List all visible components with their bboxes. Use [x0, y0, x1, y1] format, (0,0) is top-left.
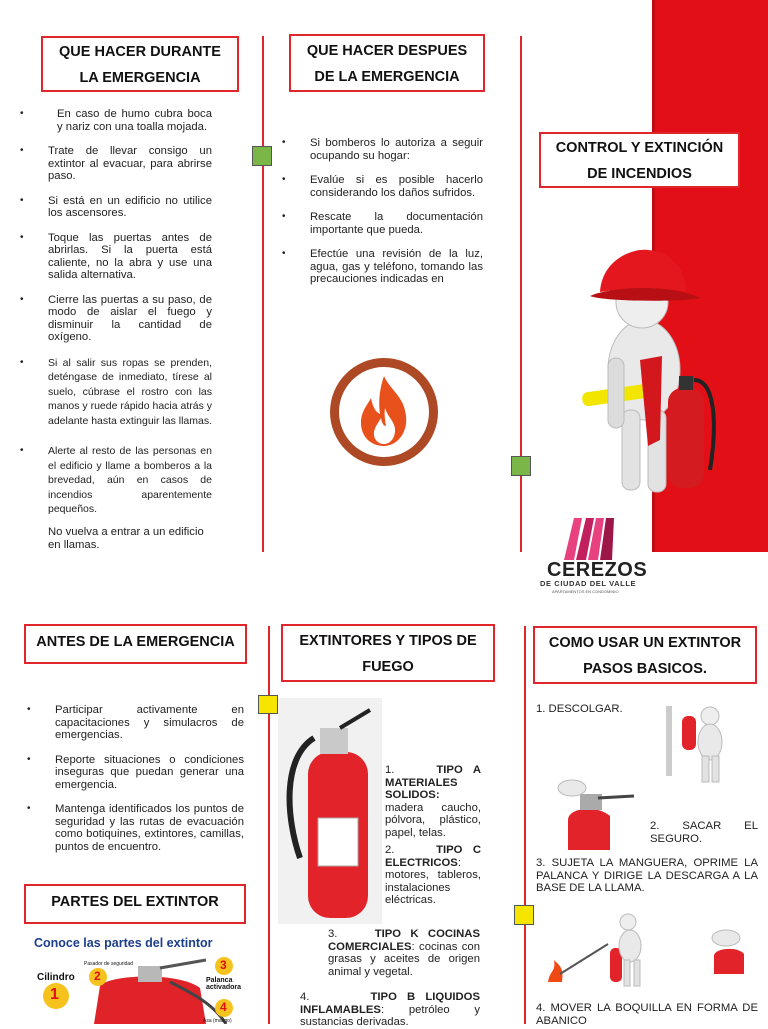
como-usar-title: COMO USAR UN EXTINTOR PASOS BASICOS. — [533, 626, 757, 684]
logo-subtitle: DE CIUDAD DEL VALLE — [540, 579, 637, 588]
green-square — [252, 146, 272, 166]
part-number-1: 1 — [50, 986, 59, 1003]
last-note: No vuelva a entrar a un edificio en llamas. — [48, 526, 204, 551]
logo-tagline: APARTAMENTOS EN CONDOMINIO — [552, 589, 619, 594]
before-emergency-title: ANTES DE LA EMERGENCIA — [24, 624, 247, 664]
yellow-square — [514, 905, 534, 925]
during-emergency-list — [48, 108, 212, 517]
extinguisher-photo-icon — [278, 698, 382, 924]
logo-name: CEREZOS — [547, 559, 648, 581]
during-emergency-title: QUE HACER DURANTE LA EMERGENCIA — [41, 36, 239, 92]
label-asa: Asa (mango) — [203, 1018, 232, 1024]
divider — [262, 36, 264, 552]
list-item: • Efectúe una revisión de la luz, agua, gas y teléfono, tomando las precauciones indicadas en — [310, 248, 483, 286]
after-emergency-list — [310, 137, 483, 298]
list-item: • Toque las puertas antes de abrirlas. Si la puerta está caliente, no la abra y use una salida alternativa. — [48, 232, 212, 282]
fire-type-4: 4. TIPO B LIQUIDOS INFLAMABLES: petróleo y sustancias derivadas. — [300, 991, 480, 1028]
list-item: • Mantenga identificados los puntos de seguridad y las rutas de evacuación como botiquines, extintores, camillas, puntos de encuentro. — [55, 803, 244, 853]
control-extincion-title: CONTROL Y EXTINCIÓN DE INCENDIOS — [539, 132, 740, 188]
step3-hand-icon — [704, 918, 760, 976]
label-palanca: Palanca activadora — [206, 977, 242, 991]
step-1: 1. DESCOLGAR. — [536, 703, 623, 715]
cerezos-logo-icon — [560, 514, 620, 562]
list-item: • Cierre las puertas a su paso, de modo de aislar el fuego y disminuir la cantidad de oxígeno. — [48, 294, 212, 344]
fire-icon — [328, 356, 440, 468]
list-item: • Reporte situaciones o condiciones inseguras que puedan generar una emergencia. — [55, 754, 244, 792]
list-item: • Evalúe si es posible hacerlo considerando los daños sufridos. — [310, 174, 483, 199]
before-emergency-list — [55, 704, 244, 865]
fire-type-2: 2. TIPO C ELECTRICOS: motores, tableros, instalaciones eléctricas. — [385, 844, 481, 906]
label-cilindro: Cilindro — [37, 972, 75, 983]
step-4: 4. MOVER LA BOQUILLA EN FORMA DE ABANICO — [536, 1002, 758, 1027]
list-item: • Rescate la documentación importante que pueda. — [310, 211, 483, 236]
list-item: • Participar activamente en capacitaciones y simulacros de emergencias. — [55, 704, 244, 742]
part-number-3: 3 — [220, 958, 227, 972]
list-item: • Si está en un edificio no utilice los ascensores. — [48, 195, 212, 220]
firefighter-figure-icon — [582, 240, 722, 510]
parts-title: PARTES DEL EXTINTOR — [24, 884, 246, 924]
step2-pin-icon — [548, 768, 644, 850]
part-number-4: 4 — [220, 1000, 227, 1014]
after-emergency-title: QUE HACER DESPUES DE LA EMERGENCIA — [289, 34, 485, 92]
step-2: 2. SACAR EL SEGURO. — [650, 820, 758, 845]
green-square — [511, 456, 531, 476]
parts-image-title: Conoce las partes del extintor — [34, 936, 213, 950]
list-item: • Alerte al resto de las personas en el edificio y llame a bomberos a la brevedad, aún en casos de incendios aparentemente pequeños. — [48, 444, 212, 517]
divider — [524, 626, 526, 1024]
list-item: • Si al salir sus ropas se prenden, deténgase de inmediato, tírese al suelo, cúbrase el rostro con las manos y ruede rápido hacia atrás y adelante hasta extinguir las llamas. — [48, 356, 212, 429]
step3-discharge-icon — [540, 910, 664, 990]
list-item: • Trate de llevar consigo un extintor al evacuar, para abrirse paso. — [48, 145, 212, 183]
list-item: • Si bomberos lo autoriza a seguir ocupando su hogar: — [310, 137, 483, 162]
fire-type-3: 3. TIPO K COCINAS COMERCIALES: cocinas con grasas y aceites de origen animal y vegetal. — [328, 928, 480, 978]
part-number-2: 2 — [94, 969, 101, 983]
fire-type-1: 1. TIPO A MATERIALES SOLIDOS: madera caucho, pólvora, plástico, papel, telas. — [385, 764, 481, 839]
divider — [268, 626, 270, 1024]
label-pasador: Pasador de seguridad — [84, 961, 133, 967]
step-3: 3. SUJETA LA MANGUERA, OPRIME LA PALANCA Y DIRIGE LA DESCARGA A LA BASE DE LA LLAMA. — [536, 857, 758, 894]
extintores-title: EXTINTORES Y TIPOS DE FUEGO — [281, 624, 495, 682]
list-item: • En caso de humo cubra boca y nariz con una toalla mojada. — [48, 108, 212, 133]
step1-figure-icon — [662, 702, 742, 784]
yellow-square — [258, 695, 278, 714]
